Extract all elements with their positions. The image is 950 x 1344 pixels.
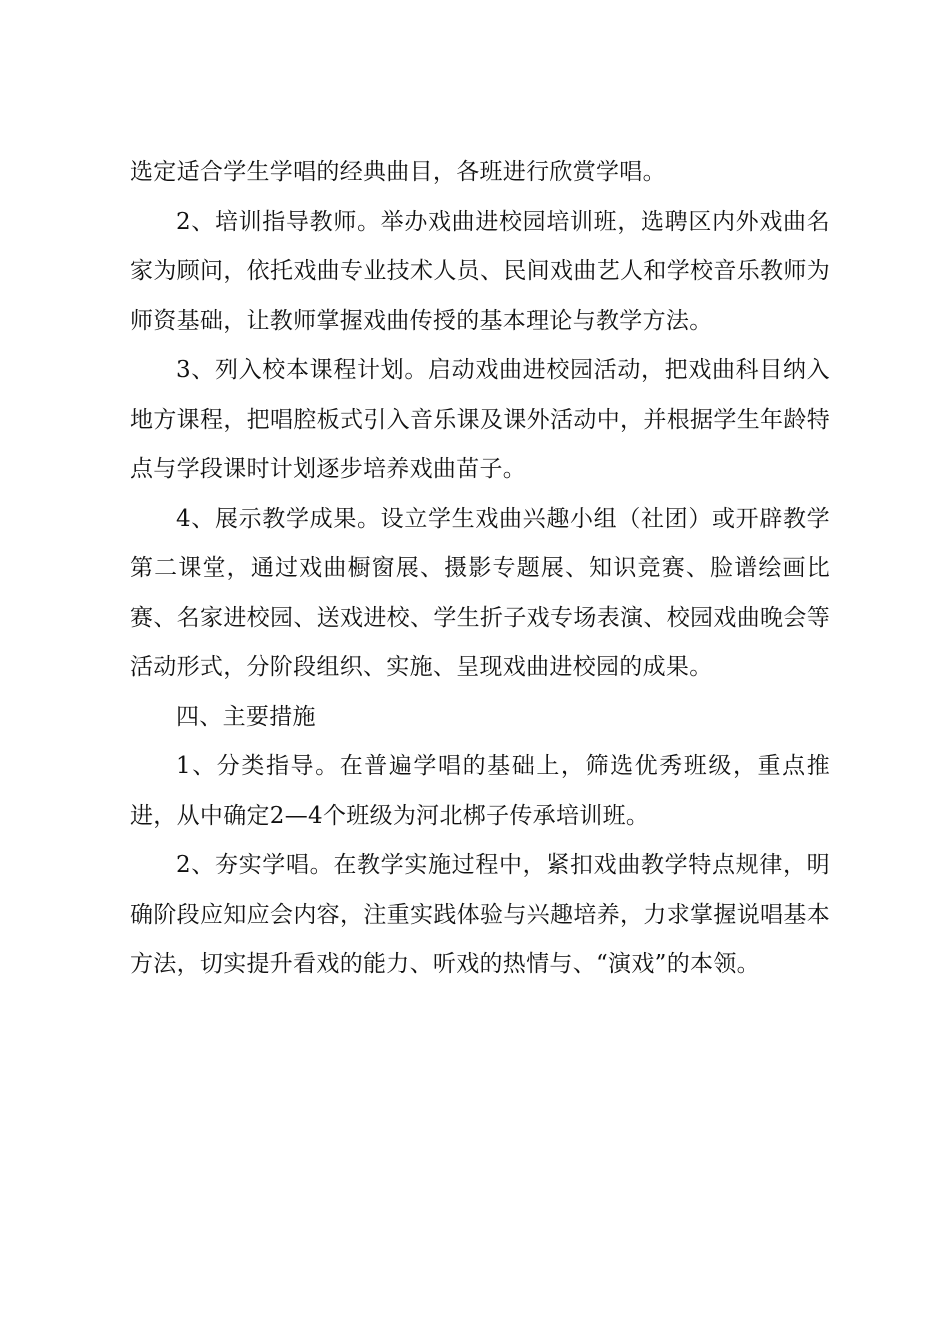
section-heading-main-measures: 四、主要措施 (176, 703, 316, 730)
document-body (130, 148, 830, 990)
paragraph-continuation: 选定适合学生学唱的经典曲目，各班进行欣赏学唱。 (130, 159, 666, 185)
paragraph-show-results: 4、展示教学成果。设立学生戏曲兴趣小组（社团）或开辟教学第二课堂，通过戏曲橱窗展、摄影专题展、知识竞赛、脸谱绘画比赛、名家进校园、送戏进校、学生折子戏专场表演、校园戏曲晚会等活动形式，分阶段组织、实施、呈现戏曲进校园的成果。 (130, 505, 830, 680)
paragraph-solid-singing: 2、夯实学唱。在教学实施过程中，紧扣戏曲教学特点规律，明确阶段应知应会内容，注重实践体验与兴趣培养，力求掌握说唱基本方法，切实提升看戏的能力、听戏的热情与、“演戏”的本领。 (130, 852, 830, 977)
paragraph-school-curriculum: 3、列入校本课程计划。启动戏曲进校园活动，把戏曲科目纳入地方课程，把唱腔板式引入音乐课及课外活动中，并根据学生年龄特点与学段课时计划逐步培养戏曲苗子。 (130, 357, 830, 482)
paragraph-classified-guidance: 1、分类指导。在普遍学唱的基础上，筛选优秀班级，重点推进，从中确定2—4个班级为河北梆子传承培训班。 (130, 753, 830, 829)
paragraph-train-teachers: 2、培训指导教师。举办戏曲进校园培训班，选聘区内外戏曲名家为顾问，依托戏曲专业技术人员、民间戏曲艺人和学校音乐教师为师资基础，让教师掌握戏曲传授的基本理论与教学方法。 (130, 208, 830, 334)
